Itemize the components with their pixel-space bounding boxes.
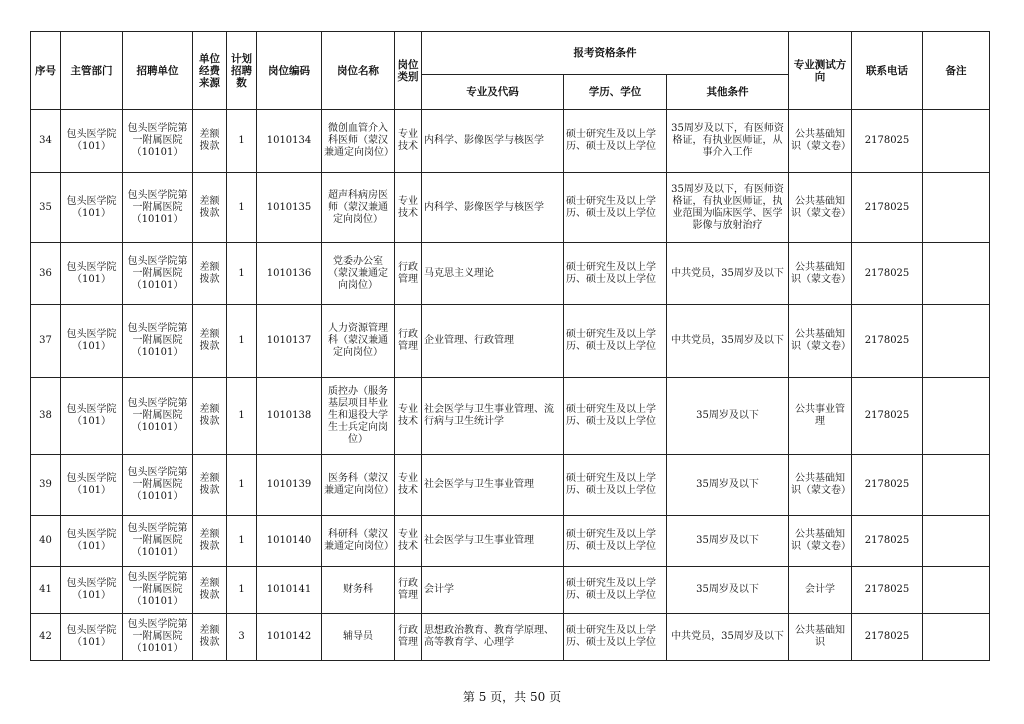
header-fund: 单位经费来源 [193, 32, 227, 110]
cell-note [923, 378, 990, 455]
cell-plan: 1 [227, 516, 257, 567]
cell-phone: 2178025 [852, 305, 923, 378]
cell-unit: 包头医学院第一附属医院（10101） [123, 455, 193, 516]
header-note: 备注 [923, 32, 990, 110]
cell-post: 医务科（蒙汉兼通定向岗位） [322, 455, 395, 516]
cell-dept: 包头医学院（101） [61, 614, 123, 661]
table-row [31, 110, 990, 173]
cell-test: 公共事业管理 [789, 378, 852, 455]
cell-dept: 包头医学院（101） [61, 110, 123, 173]
cell-dept: 包头医学院（101） [61, 516, 123, 567]
cell-note [923, 305, 990, 378]
cell-test: 公共基础知识（蒙文卷） [789, 455, 852, 516]
cell-phone: 2178025 [852, 173, 923, 243]
cell-seq: 39 [31, 455, 61, 516]
cell-other: 35周岁及以下，有医师资格证，有执业医师证，从事介入工作 [667, 110, 789, 173]
cell-edu: 硕士研究生及以上学历、硕士及以上学位 [564, 614, 667, 661]
cell-dept: 包头医学院（101） [61, 455, 123, 516]
header-major: 专业及代码 [422, 75, 564, 110]
cell-note [923, 455, 990, 516]
cell-note [923, 516, 990, 567]
cell-dept: 包头医学院（101） [61, 173, 123, 243]
cell-phone: 2178025 [852, 110, 923, 173]
cell-phone: 2178025 [852, 455, 923, 516]
cell-other: 中共党员，35周岁及以下 [667, 614, 789, 661]
cell-plan: 1 [227, 243, 257, 305]
cell-major: 马克思主义理论 [422, 243, 564, 305]
cell-code: 1010141 [257, 567, 322, 614]
table-row [31, 567, 990, 614]
cell-dept: 包头医学院（101） [61, 305, 123, 378]
cell-code: 1010135 [257, 173, 322, 243]
header-plan: 计划招聘数 [227, 32, 257, 110]
cell-unit: 包头医学院第一附属医院（10101） [123, 516, 193, 567]
cell-unit: 包头医学院第一附属医院（10101） [123, 110, 193, 173]
cell-plan: 1 [227, 567, 257, 614]
header-test: 专业测试方向 [789, 32, 852, 110]
header-seq: 序号 [31, 32, 61, 110]
cell-edu: 硕士研究生及以上学历、硕士及以上学位 [564, 110, 667, 173]
cell-post: 微创血管介入科医师（蒙汉兼通定向岗位） [322, 110, 395, 173]
cell-seq: 41 [31, 567, 61, 614]
cell-plan: 1 [227, 378, 257, 455]
cell-dept: 包头医学院（101） [61, 378, 123, 455]
recruitment-table [30, 31, 990, 661]
cell-fund: 差额拨款 [193, 173, 227, 243]
cell-fund: 差额拨款 [193, 567, 227, 614]
cell-seq: 37 [31, 305, 61, 378]
cell-unit: 包头医学院第一附属医院（10101） [123, 378, 193, 455]
table-row [31, 378, 990, 455]
cell-unit: 包头医学院第一附属医院（10101） [123, 243, 193, 305]
cell-major: 内科学、影像医学与核医学 [422, 110, 564, 173]
cell-post: 辅导员 [322, 614, 395, 661]
table-row [31, 243, 990, 305]
header-phone: 联系电话 [852, 32, 923, 110]
cell-edu: 硕士研究生及以上学历、硕士及以上学位 [564, 305, 667, 378]
cell-edu: 硕士研究生及以上学历、硕士及以上学位 [564, 567, 667, 614]
cell-phone: 2178025 [852, 567, 923, 614]
cell-note [923, 614, 990, 661]
cell-seq: 36 [31, 243, 61, 305]
cell-fund: 差额拨款 [193, 378, 227, 455]
cell-type: 行政管理 [395, 567, 422, 614]
cell-major: 社会医学与卫生事业管理 [422, 516, 564, 567]
cell-plan: 1 [227, 455, 257, 516]
cell-code: 1010136 [257, 243, 322, 305]
cell-other: 35周岁及以下，有医师资格证，有执业医师证，执业范围为临床医学、医学影像与放射治疗 [667, 173, 789, 243]
cell-test: 公共基础知识（蒙文卷） [789, 243, 852, 305]
cell-type: 专业技术 [395, 173, 422, 243]
cell-note [923, 173, 990, 243]
cell-major: 内科学、影像医学与核医学 [422, 173, 564, 243]
cell-plan: 1 [227, 173, 257, 243]
cell-seq: 42 [31, 614, 61, 661]
cell-edu: 硕士研究生及以上学历、硕士及以上学位 [564, 516, 667, 567]
cell-other: 35周岁及以下 [667, 455, 789, 516]
header-unit: 招聘单位 [123, 32, 193, 110]
cell-code: 1010134 [257, 110, 322, 173]
cell-dept: 包头医学院（101） [61, 567, 123, 614]
table-row [31, 305, 990, 378]
cell-fund: 差额拨款 [193, 455, 227, 516]
table-row [31, 455, 990, 516]
cell-type: 行政管理 [395, 614, 422, 661]
cell-fund: 差额拨款 [193, 516, 227, 567]
cell-major: 企业管理、行政管理 [422, 305, 564, 378]
cell-unit: 包头医学院第一附属医院（10101） [123, 305, 193, 378]
cell-major: 社会医学与卫生事业管理、流行病与卫生统计学 [422, 378, 564, 455]
cell-fund: 差额拨款 [193, 110, 227, 173]
cell-edu: 硕士研究生及以上学历、硕士及以上学位 [564, 243, 667, 305]
cell-other: 35周岁及以下 [667, 516, 789, 567]
cell-seq: 34 [31, 110, 61, 173]
cell-note [923, 243, 990, 305]
cell-fund: 差额拨款 [193, 614, 227, 661]
cell-test: 公共基础知识（蒙文卷） [789, 305, 852, 378]
cell-post: 党委办公室（蒙汉兼通定向岗位） [322, 243, 395, 305]
cell-code: 1010137 [257, 305, 322, 378]
cell-plan: 1 [227, 305, 257, 378]
cell-plan: 1 [227, 110, 257, 173]
cell-note [923, 567, 990, 614]
table-row [31, 614, 990, 661]
cell-phone: 2178025 [852, 378, 923, 455]
cell-type: 行政管理 [395, 243, 422, 305]
cell-phone: 2178025 [852, 516, 923, 567]
cell-type: 行政管理 [395, 305, 422, 378]
cell-post: 质控办（服务基层项目毕业生和退役大学生士兵定向岗位） [322, 378, 395, 455]
cell-dept: 包头医学院（101） [61, 243, 123, 305]
table-row [31, 173, 990, 243]
cell-unit: 包头医学院第一附属医院（10101） [123, 173, 193, 243]
cell-major: 会计学 [422, 567, 564, 614]
cell-code: 1010138 [257, 378, 322, 455]
header-qualification: 报考资格条件 [422, 32, 789, 75]
cell-code: 1010142 [257, 614, 322, 661]
header-dept: 主管部门 [61, 32, 123, 110]
cell-edu: 硕士研究生及以上学历、硕士及以上学位 [564, 173, 667, 243]
cell-test: 公共基础知识（蒙文卷） [789, 173, 852, 243]
table-row [31, 516, 990, 567]
cell-type: 专业技术 [395, 110, 422, 173]
header-code: 岗位编码 [257, 32, 322, 110]
cell-seq: 35 [31, 173, 61, 243]
table-body [31, 110, 990, 661]
cell-plan: 3 [227, 614, 257, 661]
cell-code: 1010140 [257, 516, 322, 567]
header-other: 其他条件 [667, 75, 789, 110]
cell-test: 公共基础知识（蒙文卷） [789, 516, 852, 567]
cell-code: 1010139 [257, 455, 322, 516]
cell-other: 35周岁及以下 [667, 378, 789, 455]
cell-major: 思想政治教育、教育学原理、高等教育学、心理学 [422, 614, 564, 661]
cell-post: 财务科 [322, 567, 395, 614]
cell-test: 公共基础知识（蒙文卷） [789, 110, 852, 173]
cell-type: 专业技术 [395, 516, 422, 567]
cell-test: 公共基础知识 [789, 614, 852, 661]
cell-edu: 硕士研究生及以上学历、硕士及以上学位 [564, 455, 667, 516]
cell-unit: 包头医学院第一附属医院（10101） [123, 567, 193, 614]
cell-unit: 包头医学院第一附属医院（10101） [123, 614, 193, 661]
cell-type: 专业技术 [395, 455, 422, 516]
page-number: 第 5 页，共 50 页 [462, 690, 562, 704]
header-type: 岗位类别 [395, 32, 422, 110]
cell-fund: 差额拨款 [193, 243, 227, 305]
cell-seq: 38 [31, 378, 61, 455]
cell-test: 会计学 [789, 567, 852, 614]
cell-post: 超声科病房医师（蒙汉兼通定向岗位） [322, 173, 395, 243]
cell-seq: 40 [31, 516, 61, 567]
header-post: 岗位名称 [322, 32, 395, 110]
cell-note [923, 110, 990, 173]
cell-fund: 差额拨款 [193, 305, 227, 378]
cell-other: 35周岁及以下 [667, 567, 789, 614]
cell-edu: 硕士研究生及以上学历、硕士及以上学位 [564, 378, 667, 455]
cell-major: 社会医学与卫生事业管理 [422, 455, 564, 516]
header-edu: 学历、学位 [564, 75, 667, 110]
cell-post: 人力资源管理科（蒙汉兼通定向岗位） [322, 305, 395, 378]
cell-post: 科研科（蒙汉兼通定向岗位） [322, 516, 395, 567]
cell-type: 专业技术 [395, 378, 422, 455]
cell-phone: 2178025 [852, 243, 923, 305]
cell-other: 中共党员，35周岁及以下 [667, 305, 789, 378]
cell-phone: 2178025 [852, 614, 923, 661]
cell-other: 中共党员，35周岁及以下 [667, 243, 789, 305]
